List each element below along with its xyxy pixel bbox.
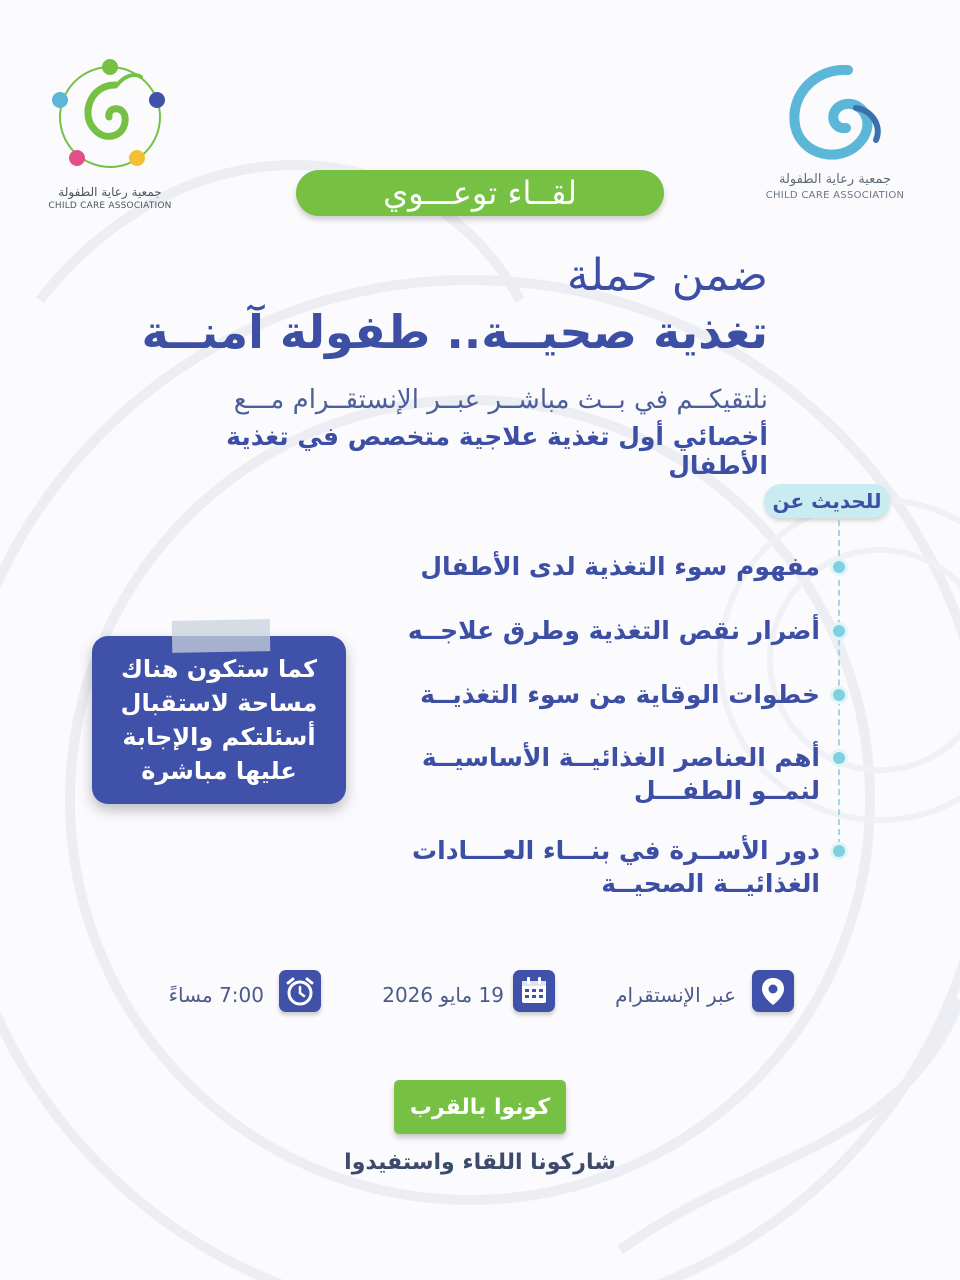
topic-item: أهم العناصر الغذائيــة الأساسيــة لنمــو الطفـــل bbox=[421, 743, 820, 805]
logo-right-name-ar: جمعية رعاية الطفولة bbox=[778, 172, 892, 187]
time-text: 7:00 مساءً bbox=[168, 983, 264, 1007]
qa-note-text: كما ستكون هناك مساحة لاستقبال أسئلتكم والإجابة عليها مباشرة bbox=[120, 655, 318, 785]
timeline-dot bbox=[833, 752, 845, 764]
timeline-dot bbox=[833, 689, 845, 701]
topic-item: خطوات الوقاية من سوء التغذيــة bbox=[420, 680, 820, 709]
event-type-badge: لقــاء توعـــوي bbox=[296, 170, 664, 216]
topic-item: مفهوم سوء التغذية لدى الأطفال bbox=[420, 552, 820, 581]
location-text: عبر الإنستقرام bbox=[615, 983, 736, 1007]
date-text: 19 مايو 2026 bbox=[382, 983, 504, 1007]
logo-left-name-ar: جمعية رعاية الطفولة bbox=[58, 185, 162, 199]
timeline-dot bbox=[833, 845, 845, 857]
swirl-logo-icon bbox=[760, 60, 910, 170]
share-subtitle: شاركونا اللقاء واستفيدوا bbox=[344, 1150, 616, 1175]
timeline-dot bbox=[833, 561, 845, 573]
topic-item: دور الأســرة في بنـــاء العــــادات الغذائيــة الصحيــة bbox=[412, 836, 820, 898]
alarm-clock-icon bbox=[279, 970, 321, 1012]
child-care-logo-left bbox=[45, 55, 175, 215]
calendar-icon bbox=[513, 970, 555, 1012]
nutrition-logo-icon bbox=[45, 55, 175, 180]
topic-item: أضرار نقص التغذية وطرق علاجــه bbox=[407, 616, 820, 645]
location-pin-icon bbox=[752, 970, 794, 1012]
logo-left-name-en: CHILD CARE ASSOCIATION bbox=[48, 201, 172, 211]
logo-right-name-en: CHILD CARE ASSOCIATION bbox=[765, 190, 905, 201]
campaign-title: تغذية صحيــة.. طفولة آمنــة bbox=[141, 305, 768, 359]
timeline-dot bbox=[833, 625, 845, 637]
stay-close-button[interactable]: كونوا بالقرب bbox=[394, 1080, 566, 1134]
qa-note-card bbox=[92, 636, 346, 804]
topics-label: للحديث عن bbox=[764, 484, 890, 518]
intro-line-2: أخصائي أول تغذية علاجية متخصص في تغذية الأطفال bbox=[226, 422, 768, 480]
campaign-intro: ضمن حملة bbox=[566, 250, 768, 301]
intro-line-1: نلتقيكــم في بــث مباشــر عبــر الإنستقــرام مـــع bbox=[233, 385, 768, 415]
child-care-logo-right bbox=[760, 60, 910, 210]
tape-decoration bbox=[172, 619, 271, 653]
